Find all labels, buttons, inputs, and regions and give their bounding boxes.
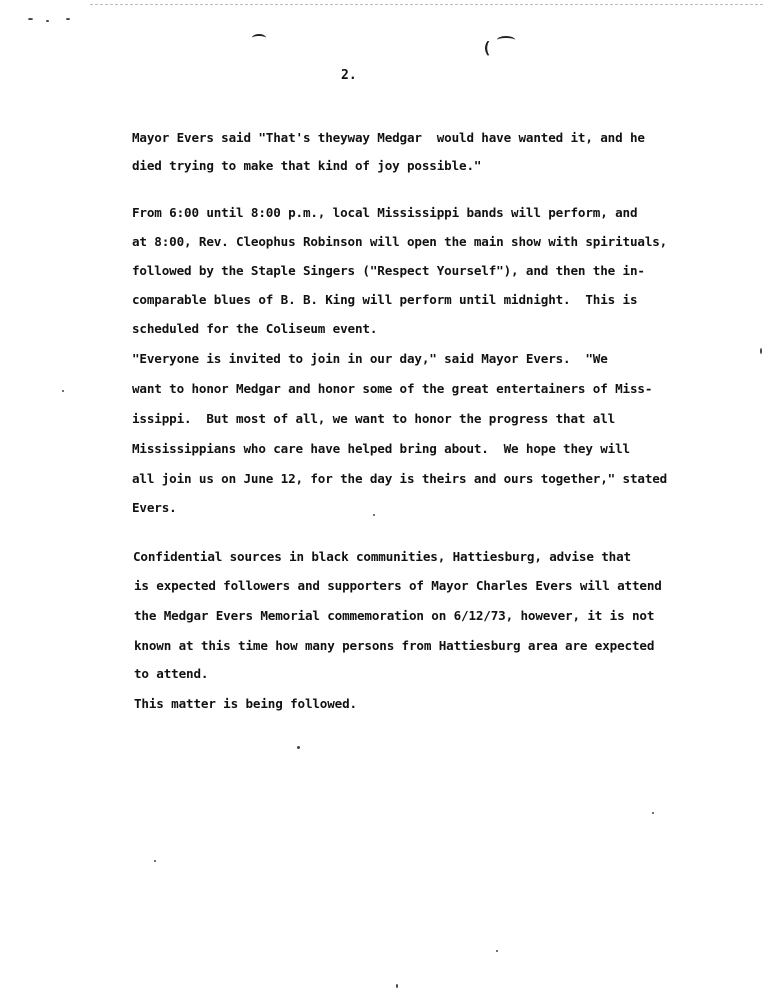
text-line: is expected followers and supporters of Mayor Charles Evers will attend (134, 578, 662, 593)
scan-speck (496, 950, 498, 952)
scan-mark (497, 36, 515, 44)
scan-speck (28, 18, 33, 20)
text-line: Confidential sources in black communities, Hattiesburg, advise that (133, 549, 631, 564)
text-line: From 6:00 until 8:00 p.m., local Mississippi bands will perform, and (132, 205, 638, 220)
text-line: want to honor Medgar and honor some of the great entertainers of Miss- (132, 381, 653, 396)
scan-speck (652, 812, 654, 814)
scan-speck (62, 390, 64, 392)
scan-speck (154, 860, 156, 862)
scan-speck (396, 984, 398, 988)
scan-mark (252, 34, 266, 42)
scan-edge (90, 4, 763, 5)
text-line: all join us on June 12, for the day is theirs and ours together," stated (132, 471, 668, 486)
scan-speck (760, 348, 762, 354)
text-line: Mississippians who care have helped bring about. We hope they will (132, 441, 630, 456)
text-line: to attend. (134, 666, 209, 681)
text-line: the Medgar Evers Memorial commemoration on 6/12/73, however, it is not (134, 608, 655, 623)
scan-mark: ( (482, 38, 492, 57)
text-line: at 8:00, Rev. Cleophus Robinson will open the main show with spirituals, (132, 234, 668, 249)
text-line: issippi. But most of all, we want to honor the progress that all (132, 411, 616, 426)
text-line: Evers. (132, 500, 177, 515)
scan-speck (373, 514, 375, 516)
scan-speck (297, 746, 300, 749)
text-line: known at this time how many persons from Hattiesburg area are expected (134, 638, 655, 653)
text-line: comparable blues of B. B. King will perform until midnight. This is (132, 292, 638, 307)
text-line: followed by the Staple Singers ("Respect Yourself"), and then the in- (132, 263, 645, 278)
text-line: scheduled for the Coliseum event. (132, 321, 378, 336)
text-line: died trying to make that kind of joy possible." (132, 158, 482, 173)
text-line: This matter is being followed. (134, 696, 357, 711)
scan-speck (66, 18, 70, 20)
page-number: 2. (341, 68, 357, 83)
scan-speck (46, 20, 49, 22)
text-line: "Everyone is invited to join in our day," said Mayor Evers. "We (132, 351, 608, 366)
text-line: Mayor Evers said "That's theyway Medgar would have wanted it, and he (132, 130, 645, 145)
